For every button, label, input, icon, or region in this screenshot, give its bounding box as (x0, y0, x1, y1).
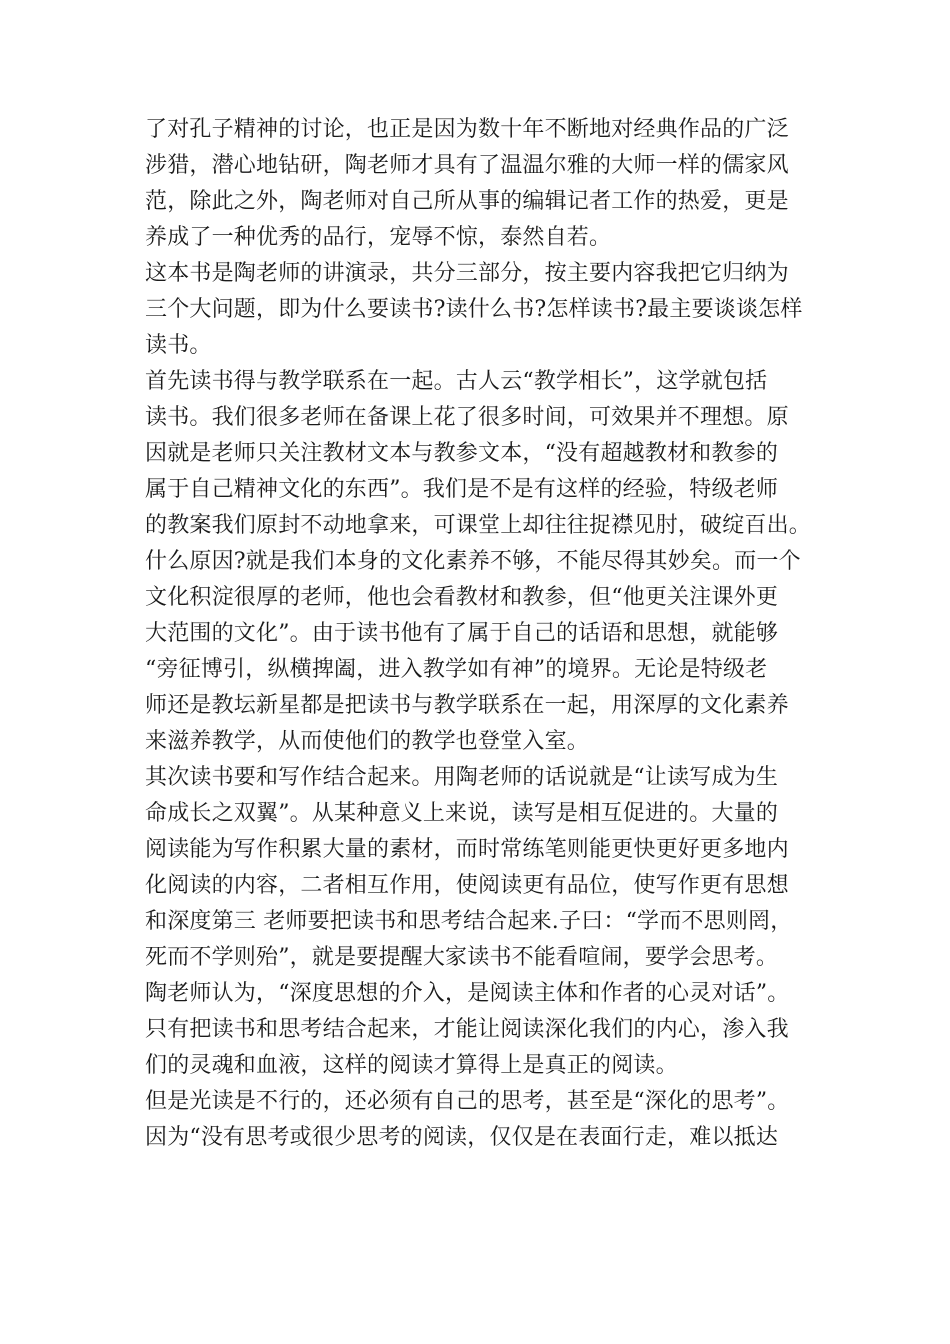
text-line: 死而不学则殆”，就是要提醒大家读书不能看喧闹，要学会思考。 (145, 945, 779, 970)
text-line: 陶老师认为，“深度思想的介入，是阅读主体和作者的心灵对话”。 (145, 981, 790, 1006)
text-line: 读书。 (145, 333, 212, 358)
text-line: 和深度第三 老师要把读书和思考结合起来.子曰：“学而不思则罔， (145, 909, 793, 934)
text-line: 文化积淀很厚的老师，他也会看教材和教参，但“他更关注课外更 (145, 585, 779, 610)
body-text (145, 112, 815, 1156)
text-line: “旁征博引，纵横捭阖，进入教学如有神”的境界。无论是特级老 (145, 657, 768, 682)
text-line: 了对孔子精神的讨论，也正是因为数十年不断地对经典作品的广泛 (145, 117, 789, 142)
text-line: 养成了一种优秀的品行，宠辱不惊，泰然自若。 (145, 225, 612, 250)
text-line: 属于自己精神文化的东西”。我们是不是有这样的经验，特级老师 (145, 477, 779, 502)
text-line: 师还是教坛新星都是把读书与教学联系在一起，用深厚的文化素养 (145, 693, 789, 718)
text-line: 的教案我们原封不动地拿来，可课堂上却往往捉襟见肘，破绽百出。 (145, 513, 812, 538)
text-line: 三个大问题，即为什么要读书?读什么书?怎样读书?最主要谈谈怎样 (145, 297, 803, 322)
text-line: 因就是老师只关注教材文本与教参文本，“没有超越教材和教参的 (145, 441, 779, 466)
text-line: 化阅读的内容，二者相互作用，使阅读更有品位，使写作更有思想 (145, 873, 789, 898)
text-line: 大范围的文化”。由于读书他有了属于自己的话语和思想，就能够 (145, 621, 779, 646)
text-line: 但是光读是不行的，还必须有自己的思考，甚至是“深化的思考”。 (145, 1089, 790, 1114)
text-line: 命成长之双翼”。从某种意义上来说，读写是相互促进的。大量的 (145, 801, 779, 826)
text-line: 这本书是陶老师的讲演录，共分三部分，按主要内容我把它归纳为 (145, 261, 789, 286)
text-line: 其次读书要和写作结合起来。用陶老师的话说就是“让读写成为生 (145, 765, 779, 790)
text-line: 阅读能为写作积累大量的素材，而时常练笔则能更快更好更多地内 (145, 837, 789, 862)
text-line: 读书。我们很多老师在备课上花了很多时间，可效果并不理想。原 (145, 405, 789, 430)
text-line: 们的灵魂和血液，这样的阅读才算得上是真正的阅读。 (145, 1053, 678, 1078)
text-line: 涉猎，潜心地钻研，陶老师才具有了温温尔雅的大师一样的儒家风 (145, 153, 789, 178)
text-line: 首先读书得与教学联系在一起。古人云“教学相长”，这学就包括 (145, 369, 768, 394)
text-line: 因为“没有思考或很少思考的阅读，仅仅是在表面行走，难以抵达 (145, 1125, 779, 1150)
text-line: 什么原因?就是我们本身的文化素养不够，不能尽得其妙矣。而一个 (145, 549, 801, 574)
text-line: 来滋养教学，从而使他们的教学也登堂入室。 (145, 729, 590, 754)
text-line: 范，除此之外，陶老师对自己所从事的编辑记者工作的热爱，更是 (145, 189, 789, 214)
text-line: 只有把读书和思考结合起来，才能让阅读深化我们的内心，渗入我 (145, 1017, 789, 1042)
